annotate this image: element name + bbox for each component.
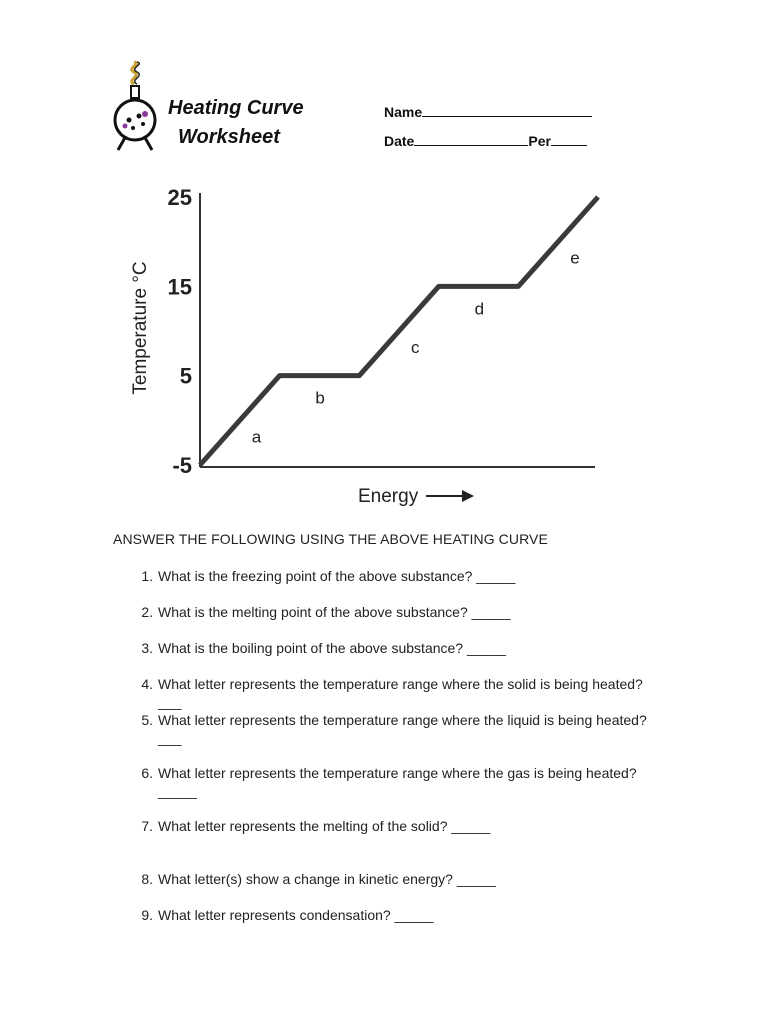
x-axis-arrowhead-icon [462, 490, 474, 502]
question-number: 2. [141, 604, 153, 620]
question-item [135, 906, 655, 924]
heating-curve-line [200, 197, 598, 465]
date-label: Date [384, 133, 415, 149]
segment-label-b: b [315, 388, 325, 408]
question-item [135, 639, 655, 657]
question-text: What letter represents the temperature range where the gas is being heated?_____ [158, 765, 637, 799]
question-number: 7. [141, 818, 153, 834]
name-blank[interactable] [422, 102, 592, 117]
question-text: What letter represents the temperature range where the liquid is being heated? ___ [158, 712, 647, 746]
question-number: 3. [141, 640, 153, 656]
y-tick-label: 25 [167, 185, 192, 210]
question-text: What is the boiling point of the above substance? _____ [158, 640, 506, 656]
question-number: 1. [141, 568, 153, 584]
question-item [135, 817, 655, 835]
question-item [135, 567, 655, 585]
question-number: 9. [141, 907, 153, 923]
segment-label-a: a [251, 427, 262, 447]
question-text: What letter represents the temperature range where the solid is being heated? ___ [158, 676, 643, 710]
date-per-field [384, 131, 587, 149]
worksheet-title-line2: Worksheet [178, 126, 280, 148]
question-item [135, 711, 655, 747]
question-item [135, 675, 655, 711]
y-tick-label: -5 [172, 453, 192, 478]
question-item [135, 603, 655, 621]
name-field [384, 102, 592, 120]
y-axis-label: Temperature °C [130, 261, 151, 395]
date-blank[interactable] [414, 131, 528, 146]
x-axis-label-group [358, 486, 474, 507]
per-label: Per [528, 133, 551, 149]
question-text: What letter(s) show a change in kinetic energy? _____ [158, 871, 496, 887]
segment-label-e: e [570, 248, 580, 268]
y-tick-label: 5 [179, 363, 192, 389]
x-axis-label: Energy [358, 486, 419, 507]
segment-label-d: d [474, 299, 485, 319]
question-number: 6. [141, 765, 153, 781]
question-item [135, 870, 655, 888]
instructions: ANSWER THE FOLLOWING USING THE ABOVE HEATING CURVE [113, 531, 548, 547]
heating-curve-chart [120, 175, 620, 515]
worksheet-title-line1: Heating Curve [168, 97, 304, 119]
segment-label-c: c [411, 338, 420, 357]
question-number: 4. [141, 676, 153, 692]
question-number: 5. [141, 712, 153, 728]
question-text: What letter represents the melting of the solid? _____ [158, 818, 491, 834]
question-text: What letter represents condensation? _____ [158, 907, 434, 923]
question-text: What is the freezing point of the above substance? _____ [158, 568, 516, 584]
question-number: 8. [141, 871, 153, 887]
question-text: What is the melting point of the above substance? _____ [158, 604, 511, 620]
name-label: Name [384, 104, 423, 120]
per-blank[interactable] [551, 131, 587, 146]
question-item [135, 764, 655, 800]
y-tick-label: 15 [167, 274, 192, 300]
flask-logo-icon [112, 58, 160, 154]
